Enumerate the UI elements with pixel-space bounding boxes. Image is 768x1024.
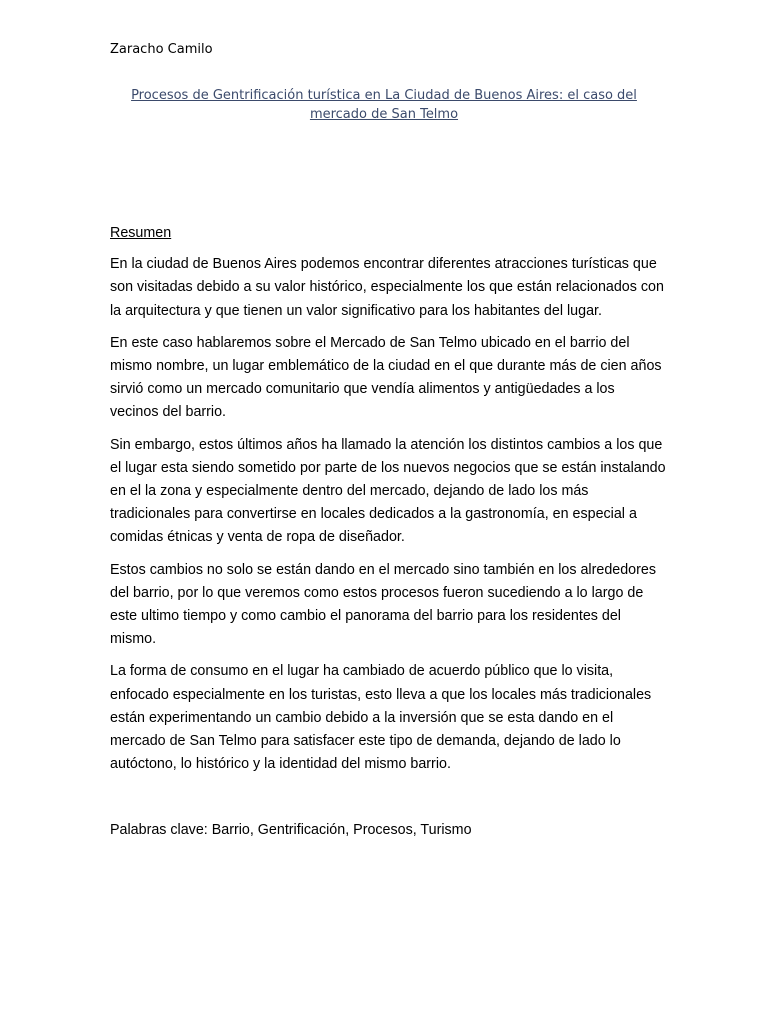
- abstract-section: [110, 222, 666, 785]
- abstract-heading: Resumen: [110, 225, 172, 241]
- keywords: Palabras clave: Barrio, Gentrificación, Procesos, Turismo: [110, 822, 472, 838]
- author-name: Zaracho Camilo: [110, 42, 213, 57]
- abstract-paragraph-4: Estos cambios no solo se están dando en el mercado sino también en los alrededores del barrio, por lo que veremos como estos procesos fueron sucediendo a lo largo de este ultimo tiempo y como cambio el panorama del barrio para los residentes del mismo.: [110, 561, 656, 648]
- abstract-paragraph-1: En la ciudad de Buenos Aires podemos encontrar diferentes atracciones turísticas que son visitadas debido a su valor histórico, especialmente los que están relacionados con la arquitectura y que tienen un valor significativo para los habitantes del lugar.: [110, 256, 664, 319]
- abstract-paragraph-3: Sin embargo, estos últimos años ha llamado la atención los distintos cambios a los que el lugar esta siendo sometido por parte de los nuevos negocios que se están instalando en el la zona y especialmente dentro del mercado, dejando de lado los más tradicionales para convertirse en locales dedicados a la gastronomía, en especial a comidas étnicas y venta de ropa de diseñador.: [110, 436, 666, 546]
- abstract-paragraph-5: La forma de consumo en el lugar ha cambiado de acuerdo público que lo visita, enfocado especialmente en los turistas, esto lleva a que los locales más tradicionales están experimentando un cambio debido a la inversión que se esta dando en el mercado de San Telmo para satisfacer este tipo de demanda, dejando de lado lo autóctono, lo histórico y la identidad del mismo barrio.: [110, 663, 652, 773]
- document-title: Procesos de Gentrificación turística en La Ciudad de Buenos Aires: el caso del mercado de San Telmo: [131, 88, 637, 122]
- abstract-paragraph-2: En este caso hablaremos sobre el Mercado de San Telmo ubicado en el barrio del mismo nombre, un lugar emblemático de la ciudad en el que durante más de cien años sirvió como un mercado comunitario que vendía alimentos y antigüedades a los vecinos del barrio.: [110, 334, 662, 421]
